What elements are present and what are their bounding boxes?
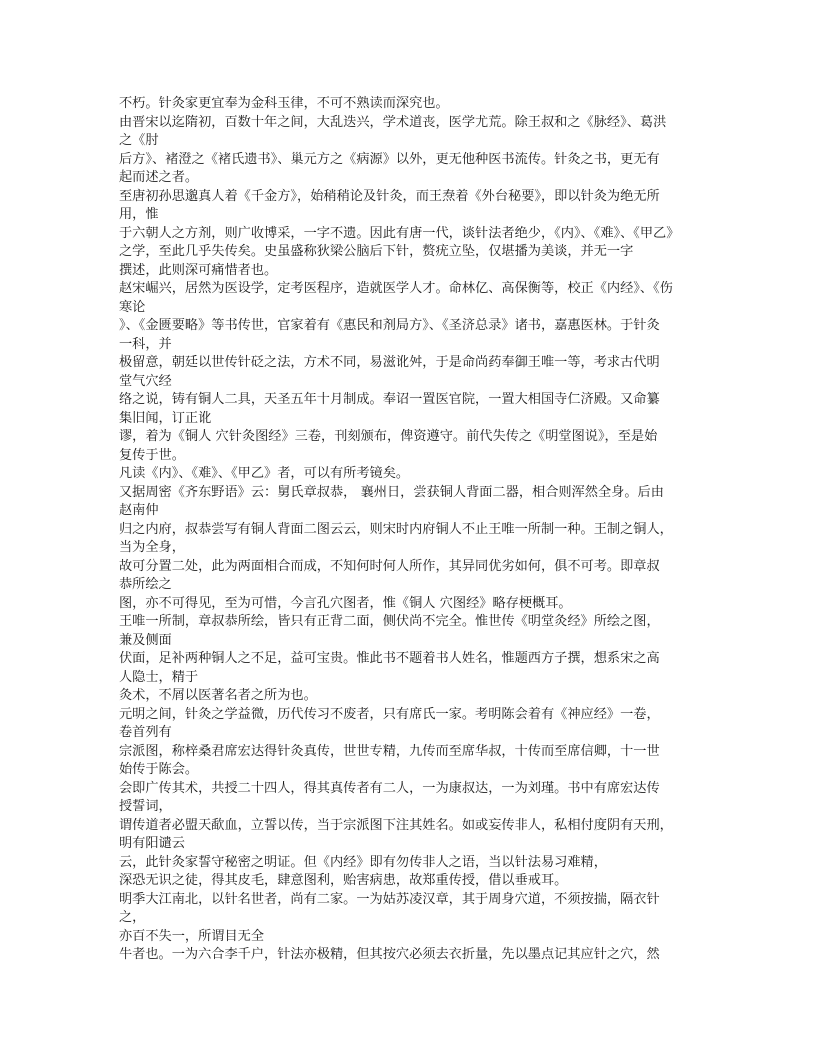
text-line: 后方》、褚澄之《褚氏遗书》、巢元方之《病源》以外，更无他种医书流传。针灸之书，更无有 [119, 151, 660, 167]
text-line: 恭所绘之 [119, 577, 172, 592]
text-line: 之， [119, 910, 146, 925]
text-line: 人隐士，精于 [119, 669, 199, 685]
text-line: 王唯一所制，章叔恭所绘，皆只有正背二面，侧伏尚不完全。惟世传《明堂灸经》所绘之图， [119, 614, 660, 629]
text-line: 赵宋崛兴，居然为医设学，定考医程序，造就医学人才。命林亿、高保衡等，校正《内经》、《伤 [119, 281, 673, 296]
text-line: 故可分置二处，此为两面相合而成，不知何时何人所作，其异同优劣如何，俱不可考。即章叔 [119, 558, 660, 574]
text-line: 之《肘 [119, 133, 159, 148]
text-line: 伏面，足补两种铜人之不足，益可宝贵。惟此书不题着书人姓名，惟题西方子撰，想系宋之高 [119, 651, 660, 666]
text-line: 归之内府，叔恭尝写有铜人背面二图云云，则宋时内府铜人不止王唯一所制一种。王制之铜人， [119, 521, 673, 537]
text-line: 又据周密《齐东野语》云：舅氏章叔恭， 襄州日，尝获铜人背面二器，相合则浑然全身。后由 [119, 484, 664, 500]
text-line: 撰述，此则深可痛惜者也。 [119, 262, 278, 278]
text-line: 会即广传其术，共授二十四人，得其真传者有二人，一为康叔达，一为刘瑾。书中有席宏达传 [119, 780, 660, 796]
text-line: 图，亦不可得见，至为可惜，今言孔穴图者，惟《铜人 穴图经》略存梗概耳。 [119, 595, 572, 611]
text-line: 明季大江南北，以针名世者，尚有二家。一为姑苏凌汉章，其于周身穴道，不须按揣，隔衣针 [119, 891, 660, 907]
text-line: 起而述之者。 [119, 170, 199, 185]
text-line: 元明之间，针灸之学益微，历代传习不废者，只有席氏一家。考明陈会着有《神应经》一卷， [119, 706, 660, 722]
text-line: 云，此针灸家誓守秘密之明证。但《内经》即有勿传非人之语，当以针法易习难精， [119, 854, 607, 870]
text-line: 络之说，铸有铜人二具，天圣五年十月制成。奉诏一置医官院，一置大相国寺仁济殿。又命纂 [119, 392, 660, 407]
text-line: 宗派图，称梓桑君席宏达得针灸真传，世世专精，九传而至席华叔，十传而至席信卿，十一世 [119, 743, 660, 759]
text-line: 一科，并 [119, 336, 172, 352]
text-line: 用，惟 [119, 207, 159, 222]
text-line: 之学，至此几乎失传矣。史虽盛称狄梁公脑后下针，赘疣立坠，仅堪播为美谈，并无一字 [119, 244, 634, 259]
text-line: 谬，着为《铜人 穴针灸图经》三卷，刊刻颁布，俾资遵守。前代失传之《明堂图说》，至是始 [119, 429, 658, 444]
text-line: 深恐无识之徒，得其皮毛，肆意图利，贻害病患，故郑重传授，借以垂戒耳。 [119, 873, 568, 888]
text-line: 凡读《内》、《难》、《甲乙》者，可以有所考镜矣。 [119, 466, 410, 481]
text-line: 兼及侧面 [119, 632, 172, 648]
document-page [119, 95, 699, 965]
text-line: 亦百不失一，所谓目无全 [119, 928, 265, 944]
text-line: 谓传道者必盟天歃血，立誓以传，当于宗派图下注其姓名。如或妄传非人，私相付度阴有天刑， [119, 817, 673, 833]
text-line: 复传于世。 [119, 447, 185, 463]
text-line: 始传于陈会。 [119, 762, 199, 777]
text-line: 极留意，朝廷以世传针砭之法，方术不同，易滋讹舛，于是命尚药奉御王唯一等，考求古代明 [119, 355, 660, 370]
text-line: 堂气穴经 [119, 373, 172, 389]
text-line: 由晋宋以迄隋初，百数十年之间，大乱迭兴，学术道丧，医学尤荒。除王叔和之《脉经》、葛洪 [119, 114, 667, 130]
text-line: 明有阳谴云 [119, 836, 185, 851]
text-line: 寒论 [119, 299, 146, 315]
text-line: 灸术，不屑以医著名者之所为也。 [119, 688, 317, 703]
text-line: 》、《金匮要略》等书传世，官家着有《惠民和剂局方》、《圣济总录》诸书，嘉惠医林。于针灸 [119, 318, 660, 333]
text-line: 卷首列有 [119, 725, 172, 740]
text-line: 授誓词， [119, 799, 172, 814]
text-line: 赵南仲 [119, 503, 159, 518]
text-line: 集旧闻，订正讹 [119, 410, 212, 426]
text-line: 牛者也。一为六合李千户，针法亦极精，但其按穴必须去衣折量，先以墨点记其应针之穴，然 [119, 947, 660, 962]
text-line: 当为全身， [119, 540, 185, 555]
text-line: 不朽。针灸家更宜奉为金科玉律，不可不熟读而深究也。 [119, 96, 449, 111]
text-line: 于六朝人之方剂，则广收博采，一字不遗。因此有唐一代，谈针法者绝少，《内》、《难》、《甲乙》 [119, 225, 680, 241]
text-line: 至唐初孙思邈真人着《千金方》，始稍稍论及针灸，而王焘着《外台秘要》，即以针灸为绝无所 [119, 188, 660, 204]
